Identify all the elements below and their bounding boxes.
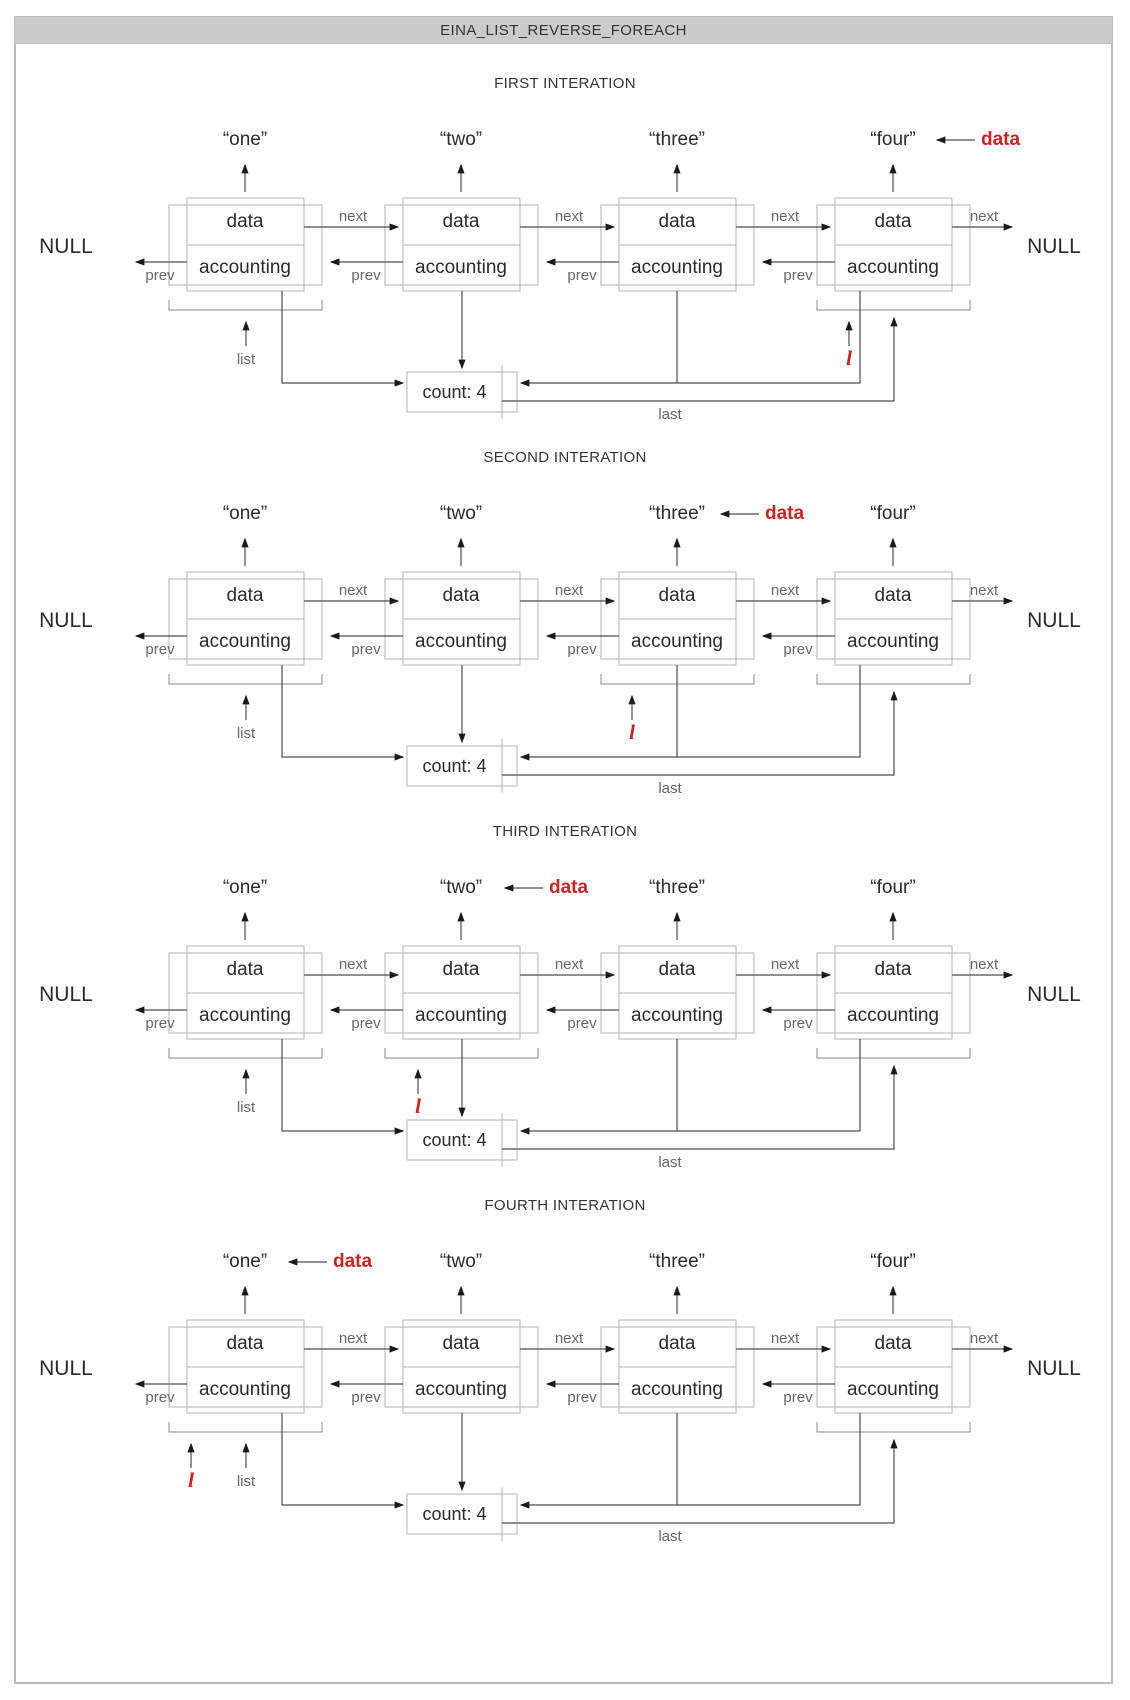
data-pointer-label: data bbox=[981, 129, 1021, 150]
prev-label: prev bbox=[567, 1015, 597, 1032]
accounting-cell: accounting bbox=[415, 257, 507, 278]
null-left: NULL bbox=[39, 1357, 93, 1380]
pointer-brackets bbox=[169, 1048, 970, 1058]
iteration-title: SECOND INTERATION bbox=[483, 449, 647, 466]
null-right: NULL bbox=[1027, 235, 1081, 258]
data-cell: data bbox=[658, 1333, 696, 1354]
list-label: list bbox=[236, 1099, 256, 1116]
prev-label: prev bbox=[145, 641, 175, 658]
item-label-three: “three” bbox=[649, 503, 705, 524]
iteration-1-drawing bbox=[0, 66, 1130, 440]
null-left: NULL bbox=[39, 609, 93, 632]
iteration-title: FIRST INTERATION bbox=[494, 75, 636, 92]
next-label: next bbox=[338, 956, 368, 973]
data-pointer-label: data bbox=[765, 503, 805, 524]
iteration-2-section bbox=[0, 440, 1130, 814]
next-label: next bbox=[338, 582, 368, 599]
prev-label: prev bbox=[351, 267, 381, 284]
data-cell: data bbox=[442, 211, 480, 232]
prev-label: prev bbox=[783, 1389, 813, 1406]
diagram-title: EINA_LIST_REVERSE_FOREACH bbox=[440, 22, 687, 39]
item-label-two: “two” bbox=[439, 129, 483, 150]
data-cell: data bbox=[226, 211, 264, 232]
item-label-one: “one” bbox=[222, 503, 268, 524]
next-label: next bbox=[554, 1330, 584, 1347]
count-box-label: count: 4 bbox=[422, 382, 487, 402]
prev-label: prev bbox=[351, 1015, 381, 1032]
accounting-cell: accounting bbox=[847, 1379, 939, 1400]
accounting-cell: accounting bbox=[199, 631, 291, 652]
item-label-three: “three” bbox=[649, 877, 705, 898]
count-box-label: count: 4 bbox=[422, 1130, 487, 1150]
next-label: next bbox=[770, 956, 800, 973]
data-pointer-label: data bbox=[333, 1251, 373, 1272]
accounting-cell: accounting bbox=[631, 1379, 723, 1400]
iteration-title: THIRD INTERATION bbox=[492, 823, 638, 840]
iterator-label: l bbox=[629, 720, 635, 744]
null-left: NULL bbox=[39, 235, 93, 258]
accounting-cell: accounting bbox=[415, 1005, 507, 1026]
data-cell: data bbox=[874, 211, 912, 232]
item-label-four: “four” bbox=[870, 503, 916, 524]
data-pointer-label: data bbox=[549, 877, 589, 898]
next-label: next bbox=[969, 582, 999, 599]
null-right: NULL bbox=[1027, 983, 1081, 1006]
data-cell: data bbox=[442, 1333, 480, 1354]
item-label-two: “two” bbox=[439, 1251, 483, 1272]
next-label: next bbox=[338, 208, 368, 225]
next-label: next bbox=[969, 1330, 999, 1347]
accounting-cell: accounting bbox=[631, 631, 723, 652]
iterator-label: l bbox=[415, 1094, 421, 1118]
last-label: last bbox=[658, 1154, 682, 1171]
null-right: NULL bbox=[1027, 1357, 1081, 1380]
prev-label: prev bbox=[783, 267, 813, 284]
item-label-two: “two” bbox=[439, 877, 483, 898]
last-label: last bbox=[658, 406, 682, 423]
data-cell: data bbox=[658, 585, 696, 606]
prev-label: prev bbox=[145, 1015, 175, 1032]
count-box-label: count: 4 bbox=[422, 756, 487, 776]
prev-label: prev bbox=[783, 641, 813, 658]
data-cell: data bbox=[874, 1333, 912, 1354]
next-label: next bbox=[969, 956, 999, 973]
prev-label: prev bbox=[351, 641, 381, 658]
iteration-4-drawing bbox=[0, 1188, 1130, 1562]
null-right: NULL bbox=[1027, 609, 1081, 632]
data-cell: data bbox=[874, 585, 912, 606]
prev-label: prev bbox=[145, 1389, 175, 1406]
item-label-one: “one” bbox=[222, 1251, 268, 1272]
data-cell: data bbox=[442, 585, 480, 606]
item-label-four: “four” bbox=[870, 877, 916, 898]
accounting-cell: accounting bbox=[199, 257, 291, 278]
diagram-header-bar bbox=[14, 16, 1113, 44]
accounting-cell: accounting bbox=[415, 631, 507, 652]
accounting-cell: accounting bbox=[631, 1005, 723, 1026]
next-label: next bbox=[770, 582, 800, 599]
data-cell: data bbox=[442, 959, 480, 980]
prev-label: prev bbox=[567, 267, 597, 284]
iterator-label: l bbox=[846, 346, 852, 370]
iteration-title: FOURTH INTERATION bbox=[484, 1197, 646, 1214]
next-label: next bbox=[770, 1330, 800, 1347]
data-cell: data bbox=[226, 1333, 264, 1354]
prev-label: prev bbox=[567, 1389, 597, 1406]
list-label: list bbox=[236, 725, 256, 742]
accounting-cell: accounting bbox=[847, 1005, 939, 1026]
list-label: list bbox=[236, 351, 256, 368]
pointer-brackets bbox=[169, 1422, 970, 1432]
prev-label: prev bbox=[567, 641, 597, 658]
iteration-4-section bbox=[0, 1188, 1130, 1562]
iteration-2-drawing bbox=[0, 440, 1130, 814]
prev-label: prev bbox=[783, 1015, 813, 1032]
data-cell: data bbox=[658, 211, 696, 232]
next-label: next bbox=[554, 956, 584, 973]
item-label-one: “one” bbox=[222, 877, 268, 898]
list-label: list bbox=[236, 1473, 256, 1490]
data-cell: data bbox=[226, 959, 264, 980]
data-cell: data bbox=[226, 585, 264, 606]
accounting-cell: accounting bbox=[199, 1379, 291, 1400]
accounting-cell: accounting bbox=[199, 1005, 291, 1026]
data-cell: data bbox=[658, 959, 696, 980]
last-label: last bbox=[658, 1528, 682, 1545]
next-label: next bbox=[554, 582, 584, 599]
next-label: next bbox=[969, 208, 999, 225]
pointer-brackets bbox=[169, 674, 970, 684]
next-label: next bbox=[338, 1330, 368, 1347]
last-label: last bbox=[658, 780, 682, 797]
accounting-cell: accounting bbox=[631, 257, 723, 278]
iteration-1-section bbox=[0, 66, 1130, 440]
prev-label: prev bbox=[351, 1389, 381, 1406]
pointer-brackets bbox=[169, 300, 970, 310]
item-label-four: “four” bbox=[870, 1251, 916, 1272]
accounting-cell: accounting bbox=[847, 257, 939, 278]
item-label-three: “three” bbox=[649, 1251, 705, 1272]
item-label-one: “one” bbox=[222, 129, 268, 150]
null-left: NULL bbox=[39, 983, 93, 1006]
item-label-four: “four” bbox=[870, 129, 916, 150]
next-label: next bbox=[770, 208, 800, 225]
data-cell: data bbox=[874, 959, 912, 980]
accounting-cell: accounting bbox=[415, 1379, 507, 1400]
accounting-cell: accounting bbox=[847, 631, 939, 652]
count-box-label: count: 4 bbox=[422, 1504, 487, 1524]
iterator-label: l bbox=[188, 1468, 194, 1492]
item-label-two: “two” bbox=[439, 503, 483, 524]
iteration-3-section bbox=[0, 814, 1130, 1188]
iteration-3-drawing bbox=[0, 814, 1130, 1188]
next-label: next bbox=[554, 208, 584, 225]
prev-label: prev bbox=[145, 267, 175, 284]
item-label-three: “three” bbox=[649, 129, 705, 150]
